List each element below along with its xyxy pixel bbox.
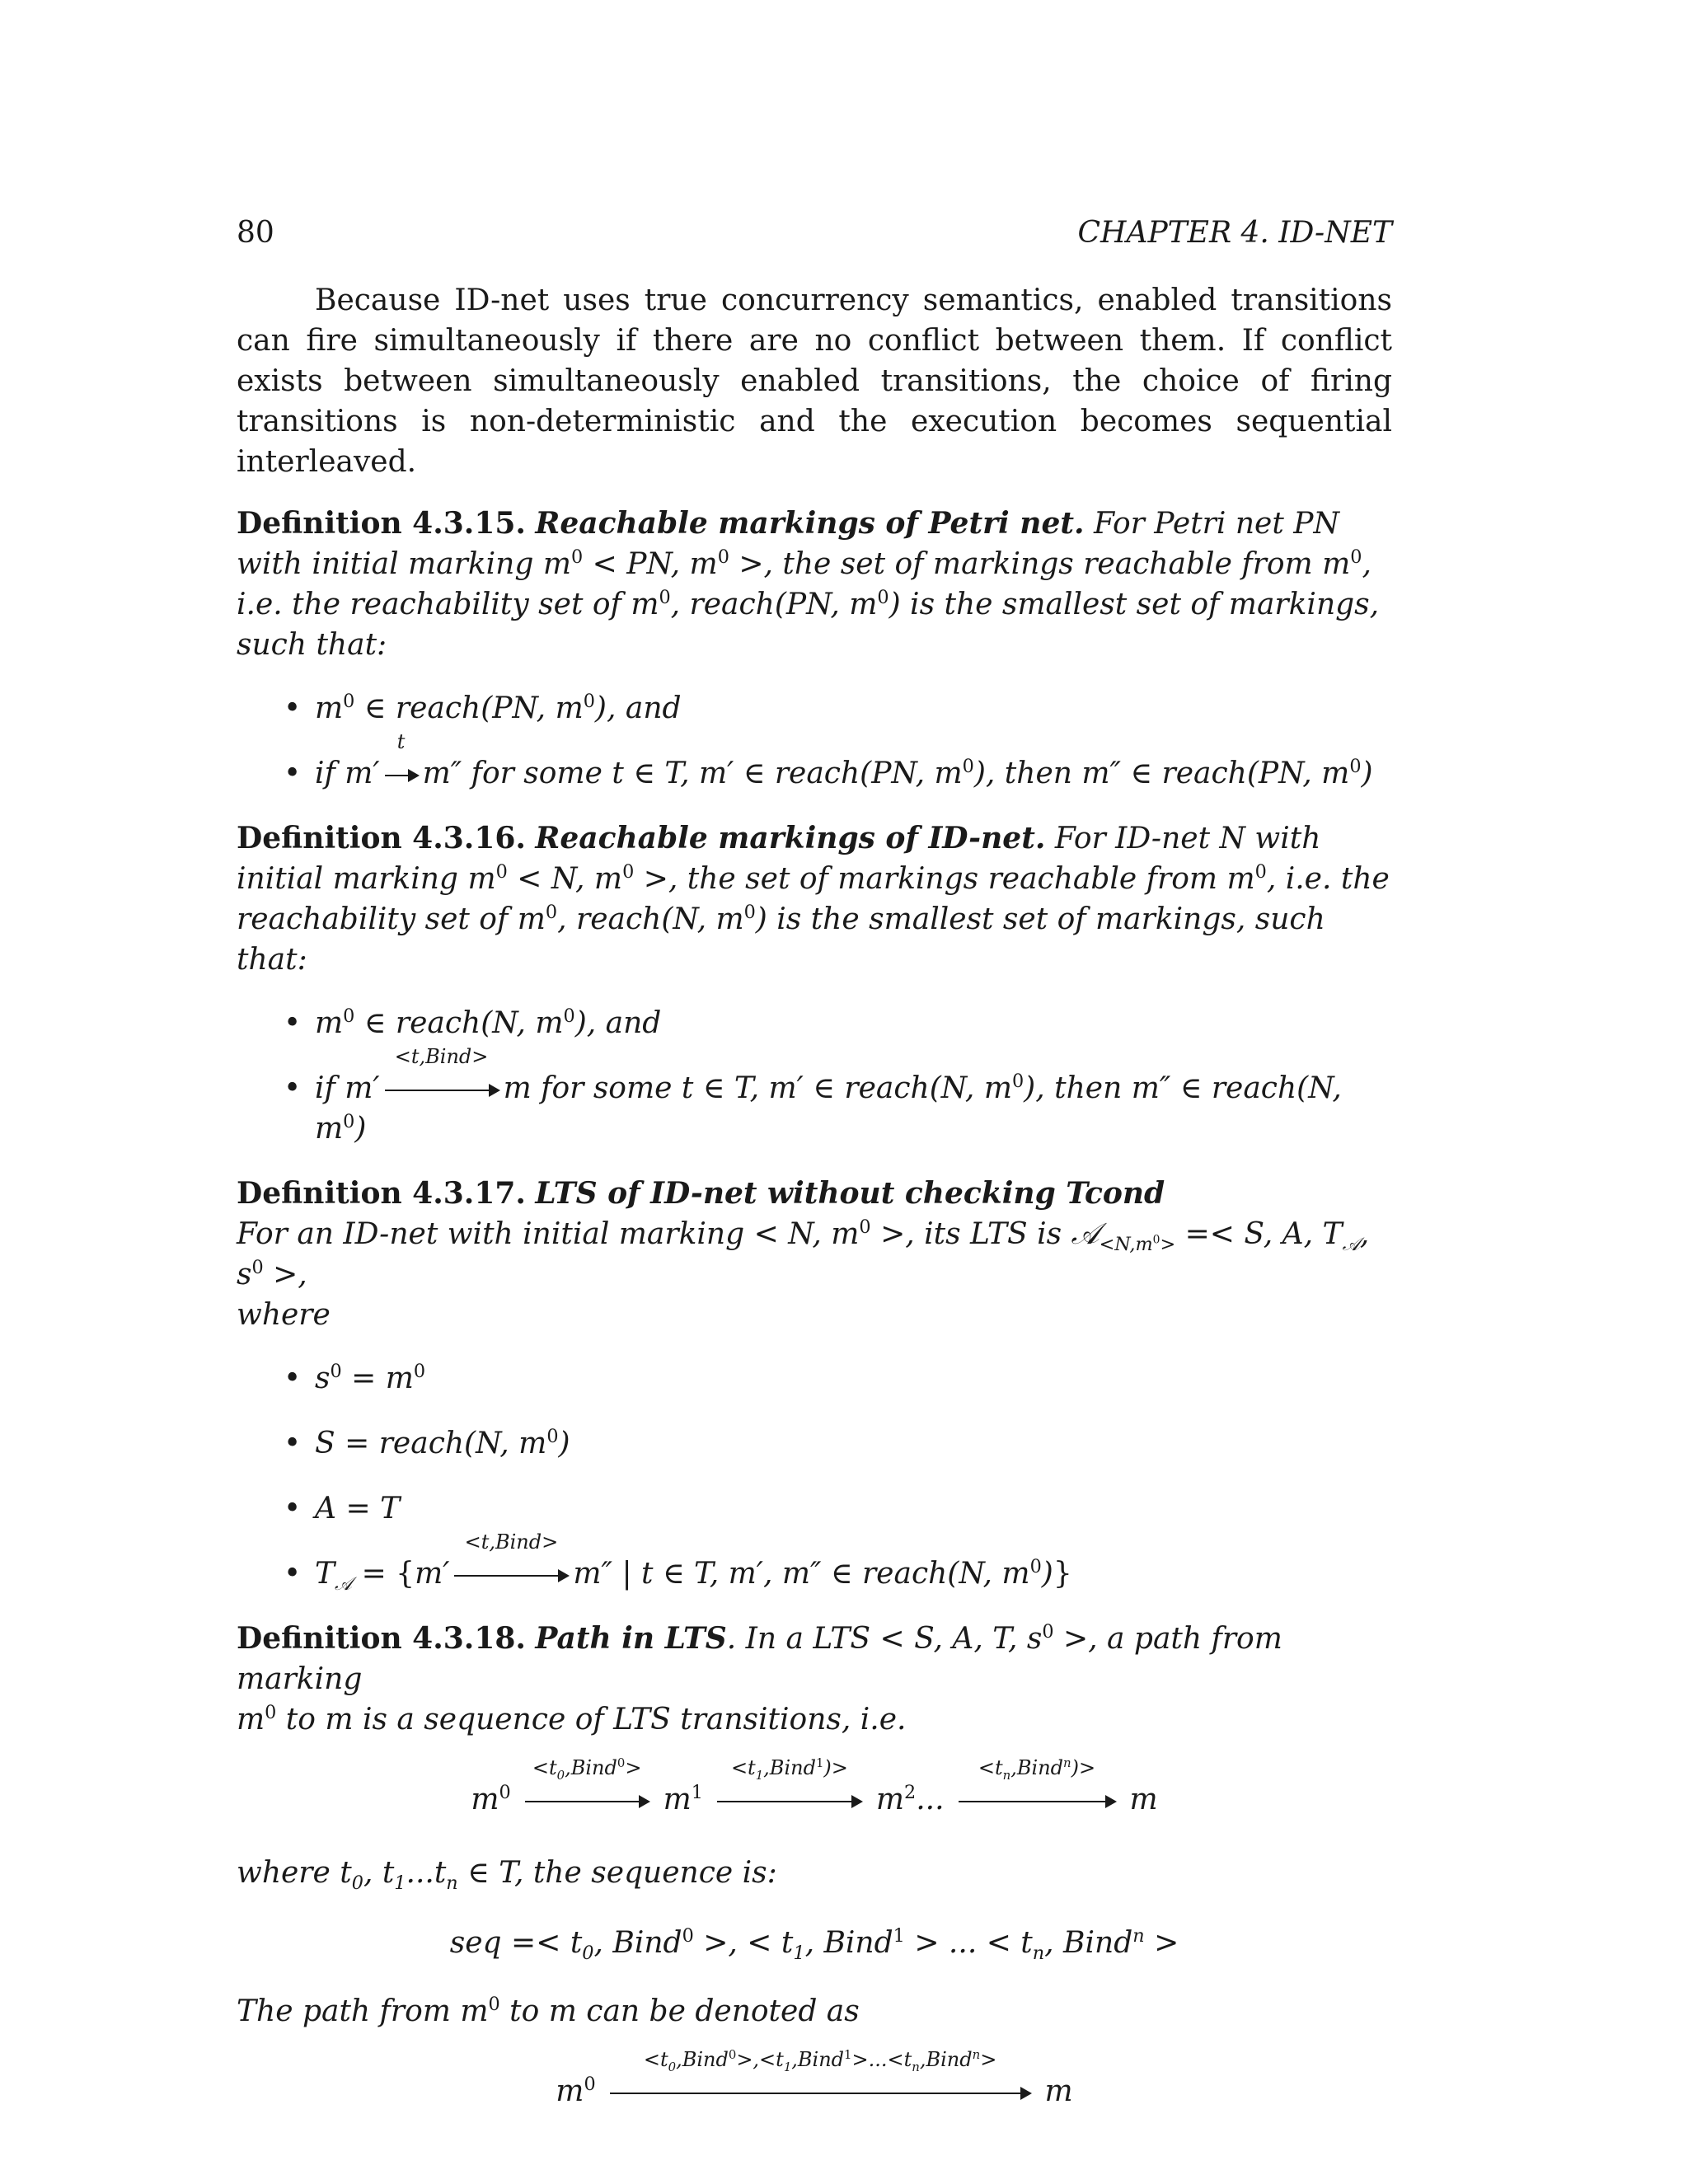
definition-number: Definition 4.3.18. — [237, 1621, 526, 1656]
path-denotation-equation: $m^0$ $<t_0,Bind^0>,<t_1,Bind^1>...<t_n,Bind^n>$ m — [556, 2047, 1073, 2108]
definition-4-3-17-components — [237, 1358, 1392, 1594]
list-item: • A = T — [284, 1492, 401, 1526]
definition-number: Definition 4.3.16. — [237, 821, 526, 855]
list-item: • if m′ t m″ for some t ∈ T, m′ ∈ reach(PN, $m^0$), then m″ ∈ reach(PN, $m^0$) — [284, 730, 1373, 790]
definition-4-3-15-conditions — [237, 688, 1392, 794]
page — [237, 213, 1392, 2111]
chapter-title: CHAPTER 4. ID-NET — [1077, 216, 1392, 250]
definition-4-3-16-conditions — [237, 1003, 1392, 1149]
definition-4-3-16: Definition 4.3.16. Reachable markings of ID-net. For ID-net N with initial marking $m^0 < N$, $m^0$ >, the set of markings reachable from $m^0$, i.e. the reachability set of $m^0$, reach(N, $m^0$) is the smallest set of markings, such that: — [237, 821, 1390, 977]
definition-number: Definition 4.3.15. — [237, 506, 526, 541]
path-sequence-equation: $m^0$ $<t_0,Bind^0>$ $m^1$ $<t_1,Bind^1)>$ $m^2$... $<t_n,Bind^n)>$ m — [471, 1755, 1158, 1816]
definition-number: Definition 4.3.17. — [237, 1176, 526, 1211]
page-number: 80 — [237, 216, 274, 250]
definition-4-3-15: Definition 4.3.15. Reachable markings of Petri net. For Petri net PN with initial marking $m^0$ < PN, $m^0$ >, the set of markings reachable from $m^0$, i.e. the reachability set of $m^0$, reach(PN, $m^0$) is the smallest set of markings, such that: — [237, 506, 1380, 662]
intro-paragraph: Because ID-net uses true concurrency semantics, enabled transitions can fire simultaneously if there are no conflict between them. If conflict exists between simultaneously enabled transitions, the choice of firing transitions is non-deterministic and the execution becomes sequential interleaved. — [237, 284, 1392, 479]
list-item: • $T_𝒜 = \{m'$ <t,Bind> m″ | t ∈ T, m′, m″ ∈ reach(N, $m^0$)} — [284, 1530, 1072, 1596]
definition-4-3-17: Definition 4.3.17. LTS of ID-net without checking Tcond For an ID-net with initial marking < N, $m^0$ >, its LTS is 𝒜$_{<N,m^0>}$ =< S, A, $T_𝒜$, $s^0$ >, where — [237, 1176, 1370, 1332]
list-item: • $s^0 = m^0$ — [284, 1361, 426, 1395]
path-denotation-text: The path from $m^0$ to m can be denoted as — [237, 1994, 860, 2028]
sequence-equation: seq =< $t_0$, Bind$^0$ >, < $t_1$, Bind$^1$ > ... < $t_n$, Bind$^n$ > — [449, 1925, 1179, 1965]
list-item: • if m′ <t,Bind> m for some t ∈ T, m′ ∈ reach(N, $m^0$), then m″ ∈ reach(N, $m^0$) — [284, 1045, 1342, 1146]
running-header — [237, 213, 1392, 262]
definition-title: Reachable markings of Petri net. — [535, 506, 1085, 541]
definition-title: LTS of ID-net without checking Tcond — [535, 1176, 1165, 1211]
definition-title: Path in LTS — [535, 1621, 727, 1656]
list-item: • $m^0$ ∈ reach(N, $m^0$), and — [284, 1005, 662, 1040]
list-item: • S = reach(N, $m^0$) — [284, 1426, 570, 1460]
where-clause: where $t_0$, $t_1...t_n$ ∈ T, the sequence is: — [237, 1856, 777, 1895]
definition-4-3-18: Definition 4.3.18. Path in LTS. In a LTS < S, A, T, $s^0$ >, a path from marking $m^0$ to m is a sequence of LTS transitions, i.e. — [237, 1621, 1282, 1736]
list-item: • $m^0$ ∈ reach(PN, $m^0$), and — [284, 691, 682, 725]
definition-title: Reachable markings of ID-net. — [535, 821, 1046, 855]
